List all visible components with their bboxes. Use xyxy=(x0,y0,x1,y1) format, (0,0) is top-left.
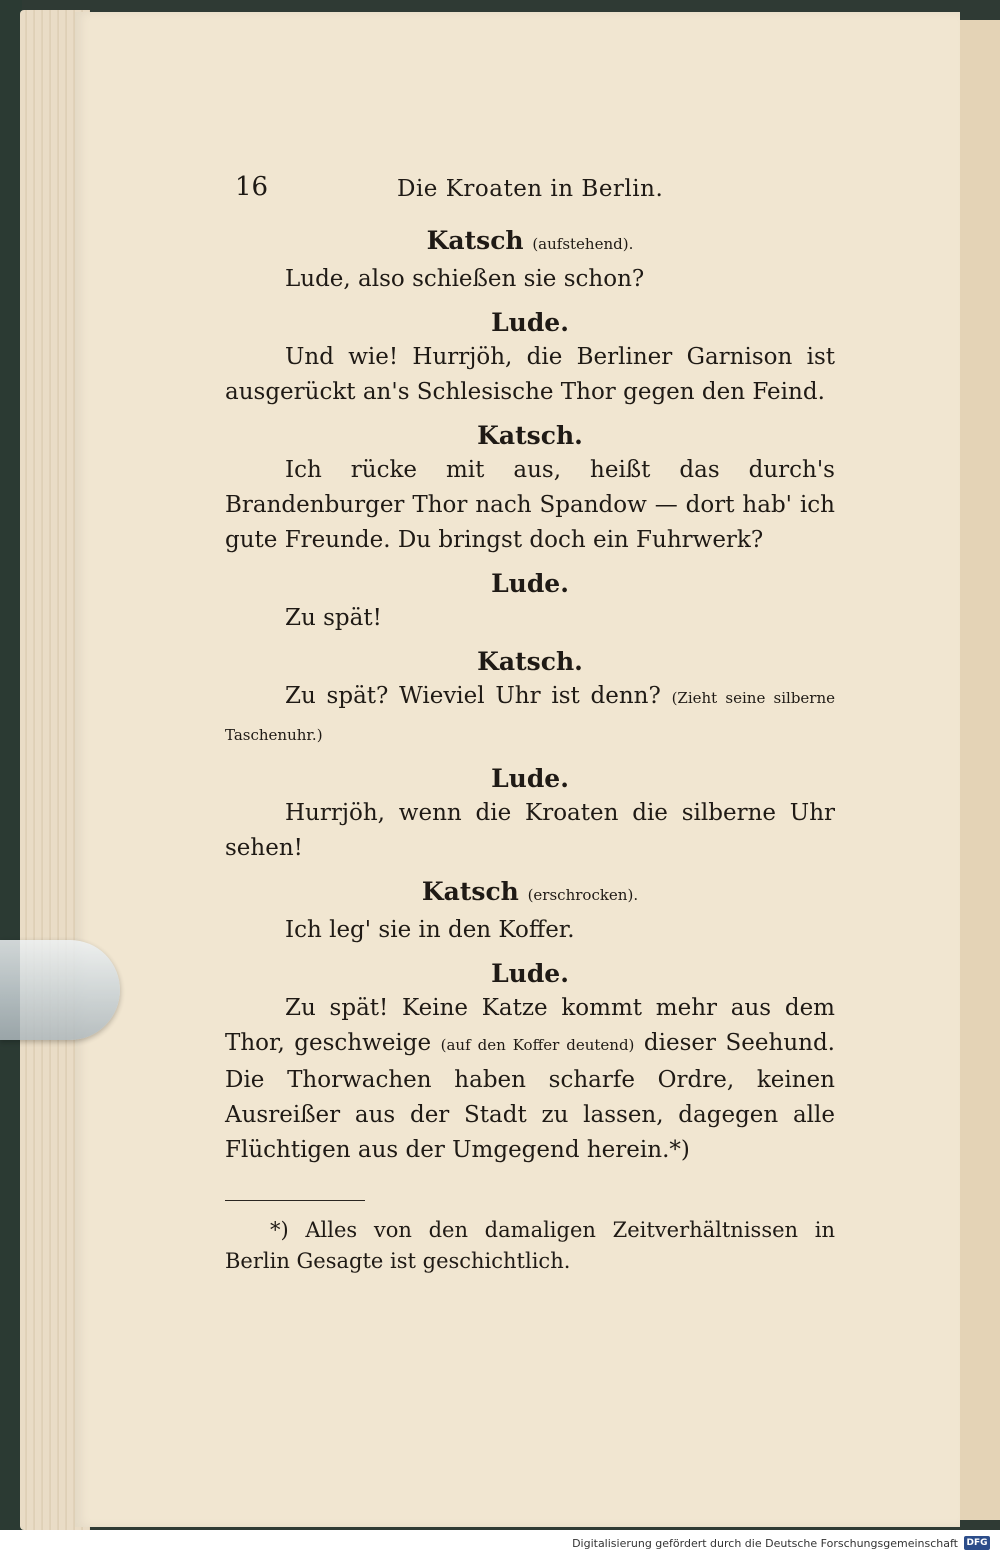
stage-direction: (auf den Koffer deutend) xyxy=(440,1036,635,1054)
speaker-name: Lude. xyxy=(491,764,569,793)
dialogue-line: Ich leg' sie in den Koffer. xyxy=(285,917,575,943)
speaker-name: Katsch (erschrocken). xyxy=(421,877,639,906)
dialogue-line: Lude, also schießen sie schon? xyxy=(285,266,645,292)
book-cover-left xyxy=(0,0,22,1558)
speaker-name: Lude. xyxy=(491,959,569,988)
speaker-name: Lude. xyxy=(491,308,569,337)
page-number: 16 xyxy=(235,172,269,202)
speaker-name: Lude. xyxy=(491,569,569,598)
stage-direction: (aufstehend). xyxy=(532,235,634,253)
dialogue-line: Hurrjöh, wenn die Kroaten die silberne Uhr sehen! xyxy=(225,800,835,861)
speaker-name: Katsch. xyxy=(477,421,583,450)
dialogue-line: Und wie! Hurrjöh, die Berliner Garnison ist ausgerückt an's Schlesische Thor gegen den Feind. xyxy=(225,344,835,405)
dialogue-line: Zu spät! Keine Katze kommt mehr aus dem Thor, geschweige (auf den Koffer deutend) dieser Seehund. Die Thorwachen haben scharfe Ordre, keinen Ausreißer aus der Stadt zu lassen, dagegen alle Flüchtigen aus der Umgegend herein.*) xyxy=(225,995,835,1163)
stage-direction: (Zieht seine silberne Taschenuhr.) xyxy=(225,689,836,744)
speaker-name: Katsch (aufstehend). xyxy=(426,226,634,255)
footnote-rule xyxy=(225,1200,365,1201)
stage-direction: (erschrocken). xyxy=(527,886,639,904)
book-cover-right xyxy=(955,20,1000,1520)
dialogue-line: Ich rücke mit aus, heißt das durch's Brandenburger Thor nach Spandow — dort hab' ich gute Freunde. Du bringst doch ein Fuhrwerk? xyxy=(225,457,835,553)
footer-credit: Digitalisierung gefördert durch die Deutsche Forschungsgemeinschaft xyxy=(572,1537,958,1550)
dfg-logo-icon: DFG xyxy=(964,1536,990,1550)
page-header xyxy=(225,170,835,215)
dialogue-line: Zu spät! xyxy=(285,605,382,631)
page-text xyxy=(225,170,835,1277)
speaker-name: Katsch. xyxy=(477,647,583,676)
dialogue-line: Zu spät? Wieviel Uhr ist denn? (Zieht seine silberne Taschenuhr.) xyxy=(225,683,836,744)
footnote: *) Alles von den damaligen Zeitverhältnissen in Berlin Gesagte ist geschichtlich. xyxy=(225,1218,835,1273)
page-clip xyxy=(0,940,120,1040)
running-title: Die Kroaten in Berlin. xyxy=(397,176,664,202)
